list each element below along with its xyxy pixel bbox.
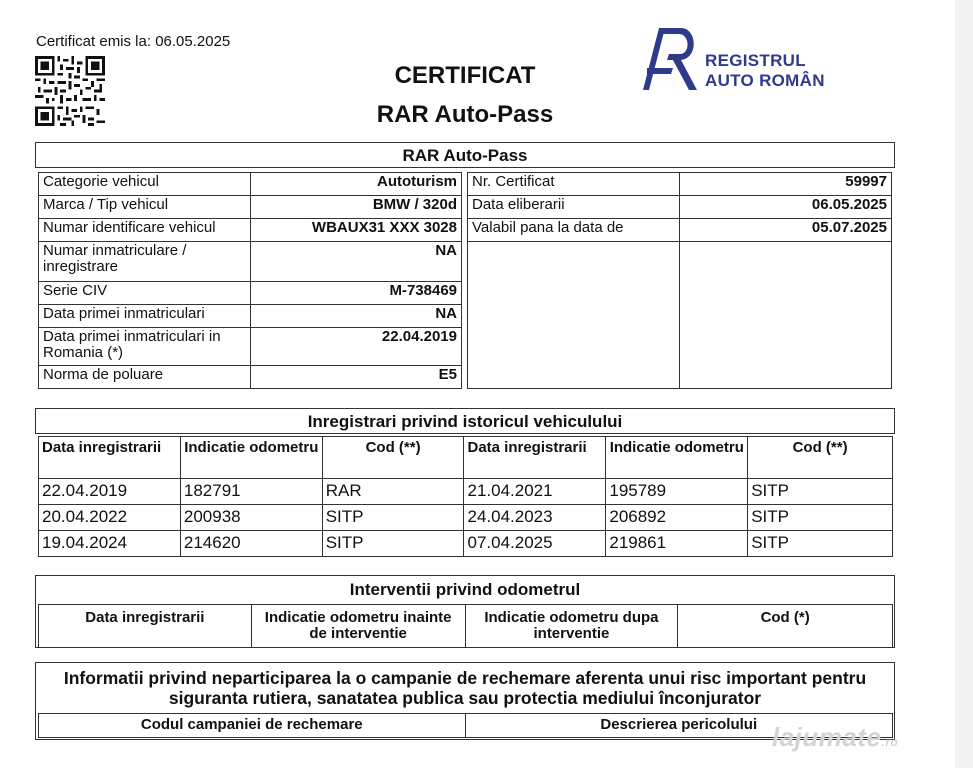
row-label: Data primei inmatriculari in Romania (*)	[39, 328, 251, 366]
row-label: Valabil pana la data de	[468, 219, 680, 242]
issued-date: Certificat emis la: 06.05.2025	[36, 33, 231, 50]
row-value: 05.07.2025	[680, 219, 892, 242]
table-row	[39, 196, 462, 219]
table-row	[468, 219, 892, 242]
column-header: Data inregistrarii	[39, 437, 181, 479]
row-value: 59997	[680, 173, 892, 196]
row-value: 06.05.2025	[680, 196, 892, 219]
column-header: Cod (**)	[748, 437, 893, 479]
empty-cell	[680, 242, 892, 389]
vehicle-info-table	[38, 172, 462, 389]
row-value: Autoturism	[251, 173, 462, 196]
table-row	[39, 282, 462, 305]
table-cell: RAR	[322, 479, 464, 505]
column-header: Indicatie odometru	[606, 437, 748, 479]
watermark-text: lajumate	[772, 722, 882, 752]
table-cell: 22.04.2019	[39, 479, 181, 505]
row-label: Nr. Certificat	[468, 173, 680, 196]
table-row	[39, 328, 462, 366]
watermark-suffix: .ro	[881, 735, 899, 749]
odometer-section-title: Interventii privind odometrul	[35, 575, 895, 602]
row-value: NA	[251, 305, 462, 328]
watermark	[772, 722, 898, 753]
table-row	[39, 479, 893, 505]
row-label: Marca / Tip vehicul	[39, 196, 251, 219]
table-cell: 19.04.2024	[39, 531, 181, 557]
table-cell: 219861	[606, 531, 748, 557]
table-cell: 206892	[606, 505, 748, 531]
row-value: NA	[251, 242, 462, 282]
column-header: Codul campaniei de rechemare	[39, 714, 466, 738]
column-header: Data inregistrarii	[464, 437, 606, 479]
logo-line-1: REGISTRUL	[705, 51, 806, 70]
column-header: Data inregistrarii	[39, 605, 252, 648]
table-cell: 07.04.2025	[464, 531, 606, 557]
column-header: Descrierea pericolului	[465, 714, 893, 738]
odometer-table	[38, 604, 893, 648]
column-header: Indicatie odometru dupa interventie	[465, 605, 678, 648]
row-label: Data eliberarii	[468, 196, 680, 219]
row-label: Norma de poluare	[39, 366, 251, 389]
table-cell: 24.04.2023	[464, 505, 606, 531]
column-header: Indicatie odometru inainte de interventie	[251, 605, 465, 648]
column-header: Cod (**)	[322, 437, 464, 479]
column-header: Cod (*)	[678, 605, 893, 648]
rar-logo-text	[705, 51, 825, 91]
table-header-row	[39, 714, 893, 738]
table-row	[39, 531, 893, 557]
logo-line-2: AUTO ROMÂN	[705, 71, 825, 90]
table-header-row	[39, 437, 893, 479]
row-label: Numar inmatriculare / inregistrare	[39, 242, 251, 282]
history-section-title: Inregistrari privind istoricul vehiculului	[35, 408, 895, 434]
table-row	[39, 242, 462, 282]
table-cell: 21.04.2021	[464, 479, 606, 505]
table-cell: SITP	[748, 479, 893, 505]
recall-table	[38, 713, 893, 738]
row-label: Numar identificare vehicul	[39, 219, 251, 242]
table-row	[39, 366, 462, 389]
table-cell: 214620	[180, 531, 322, 557]
vehicle-section-title: RAR Auto-Pass	[35, 142, 895, 168]
row-value: WBAUX31 XXX 3028	[251, 219, 462, 242]
row-value: M-738469	[251, 282, 462, 305]
table-row	[39, 305, 462, 328]
row-value: E5	[251, 366, 462, 389]
qr-code-icon	[35, 56, 105, 126]
column-header: Indicatie odometru	[180, 437, 322, 479]
table-row	[468, 173, 892, 196]
certificate-title: CERTIFICAT	[394, 62, 536, 89]
row-label: Categorie vehicul	[39, 173, 251, 196]
table-row	[468, 196, 892, 219]
table-cell: 195789	[606, 479, 748, 505]
table-cell: SITP	[748, 531, 893, 557]
row-value: 22.04.2019	[251, 328, 462, 366]
table-row	[39, 505, 893, 531]
row-label: Data primei inmatriculari	[39, 305, 251, 328]
table-row	[468, 242, 892, 389]
row-label: Serie CIV	[39, 282, 251, 305]
history-table	[38, 436, 893, 557]
table-cell: SITP	[322, 531, 464, 557]
page-edge	[955, 0, 973, 768]
row-value: BMW / 320d	[251, 196, 462, 219]
table-cell: 200938	[180, 505, 322, 531]
table-header-row	[39, 605, 893, 648]
empty-cell	[468, 242, 680, 389]
table-row	[39, 173, 462, 196]
recall-section-title: Informatii privind neparticiparea la o campanie de rechemare aferenta unui risc important pentru siguranta rutiera, sanatatea publica sau protectia mediului înconjurator	[63, 668, 867, 708]
certificate-subtitle: RAR Auto-Pass	[376, 101, 554, 128]
table-cell: SITP	[748, 505, 893, 531]
table-cell: SITP	[322, 505, 464, 531]
table-cell: 20.04.2022	[39, 505, 181, 531]
certificate-info-table	[467, 172, 892, 389]
table-cell: 182791	[180, 479, 322, 505]
table-row	[39, 219, 462, 242]
